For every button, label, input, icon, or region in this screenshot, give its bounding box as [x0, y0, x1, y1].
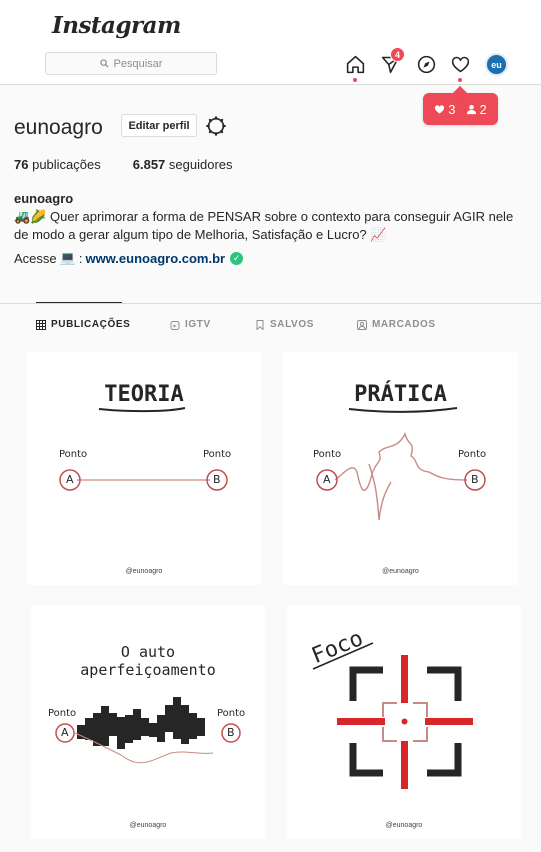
check-icon: ✓ [230, 252, 243, 265]
post-auto-aperfeicoamento[interactable] [31, 605, 265, 839]
search-icon [100, 59, 109, 68]
post-title: PRÁTICA [354, 382, 447, 407]
bio-text: Quer aprimorar a forma de PENSAR sobre o contexto para conseguir AGIR nele de modo a gerar algum tipo de Melhoria, Satisfação e Lucro? [14, 209, 514, 242]
post-handle: @eunoagro [129, 822, 167, 829]
tab-salvos[interactable]: SALVOS [255, 319, 314, 330]
point-label-right: Ponto [203, 449, 232, 460]
search-input[interactable] [45, 52, 217, 75]
direct-button[interactable] [378, 49, 402, 76]
point-b: B [471, 473, 479, 486]
followers-stat[interactable]: 6.857 seguidores [132, 157, 233, 172]
followers-count: 2 [466, 102, 487, 117]
point-label-left: Ponto [59, 449, 88, 460]
acesse-label: Acesse [14, 250, 57, 266]
grid-icon [36, 320, 46, 330]
activity-notification-popup[interactable] [423, 93, 498, 125]
point-a: A [61, 726, 69, 739]
heart-filled-icon [434, 104, 445, 115]
activity-button[interactable] [448, 52, 472, 76]
post-pratica[interactable] [283, 352, 518, 585]
posts-stat: 76 publicações [14, 157, 101, 172]
laptop-emoji: 💻 [59, 250, 76, 265]
home-active-dot [353, 78, 357, 82]
active-tab-indicator [36, 302, 122, 303]
post-title: Foco [308, 625, 367, 670]
tagged-icon [357, 320, 367, 330]
profile-full-name: eunoagro [14, 191, 74, 206]
tab-igtv[interactable]: IGTV [170, 319, 211, 330]
post-title-line2: aperfeiçoamento [80, 661, 216, 679]
profile-website-link[interactable]: www.eunoagro.com.br [85, 250, 226, 266]
post-handle: @eunoagro [382, 568, 419, 575]
profile-avatar[interactable]: eu [485, 53, 508, 76]
bio-emoji-end: 📈 [370, 227, 387, 242]
person-icon [466, 104, 477, 115]
tabs-divider [0, 303, 541, 304]
search-placeholder: Pesquisar [113, 57, 163, 70]
point-label-right: Ponto [217, 708, 246, 719]
post-handle: @eunoagro [125, 568, 163, 575]
edit-profile-button[interactable]: Editar perfil [121, 114, 197, 137]
compass-icon [416, 54, 437, 75]
point-label-left: Ponto [48, 708, 77, 719]
profile-stats [14, 157, 233, 172]
home-icon [345, 54, 366, 75]
point-label-left: Ponto [313, 449, 342, 460]
explore-button[interactable] [414, 52, 438, 76]
point-b: B [213, 473, 221, 486]
tab-marcados[interactable]: MARCADOS [357, 319, 436, 330]
settings-gear-icon[interactable] [205, 115, 227, 137]
post-handle: @eunoagro [385, 822, 423, 829]
post-title-line1: O auto [120, 643, 176, 661]
profile-bio [14, 208, 514, 244]
bio-emoji-start: 🚜🌽 [14, 209, 47, 224]
heart-icon [450, 54, 471, 75]
point-a: A [66, 473, 74, 486]
direct-badge: 4 [390, 47, 405, 62]
tab-publicacoes[interactable]: PUBLICAÇÕES [36, 319, 130, 330]
point-b: B [227, 726, 235, 739]
home-button[interactable] [343, 52, 367, 76]
instagram-logo[interactable]: Instagram [52, 12, 181, 39]
point-label-right: Ponto [458, 449, 487, 460]
point-a: A [323, 473, 331, 486]
igtv-icon [170, 320, 180, 330]
bookmark-icon [255, 320, 265, 330]
post-aperfeicoamento-art [31, 605, 265, 839]
post-foco[interactable] [287, 605, 521, 839]
profile-website-row: Acesse 💻 : www.eunoagro.com.br ✓ [14, 250, 243, 266]
top-header [0, 0, 541, 85]
likes-count: 3 [434, 102, 455, 117]
post-title: TEORIA [104, 382, 184, 407]
post-teoria[interactable] [27, 352, 261, 585]
activity-dot [458, 78, 462, 82]
profile-username: eunoagro [14, 116, 103, 139]
